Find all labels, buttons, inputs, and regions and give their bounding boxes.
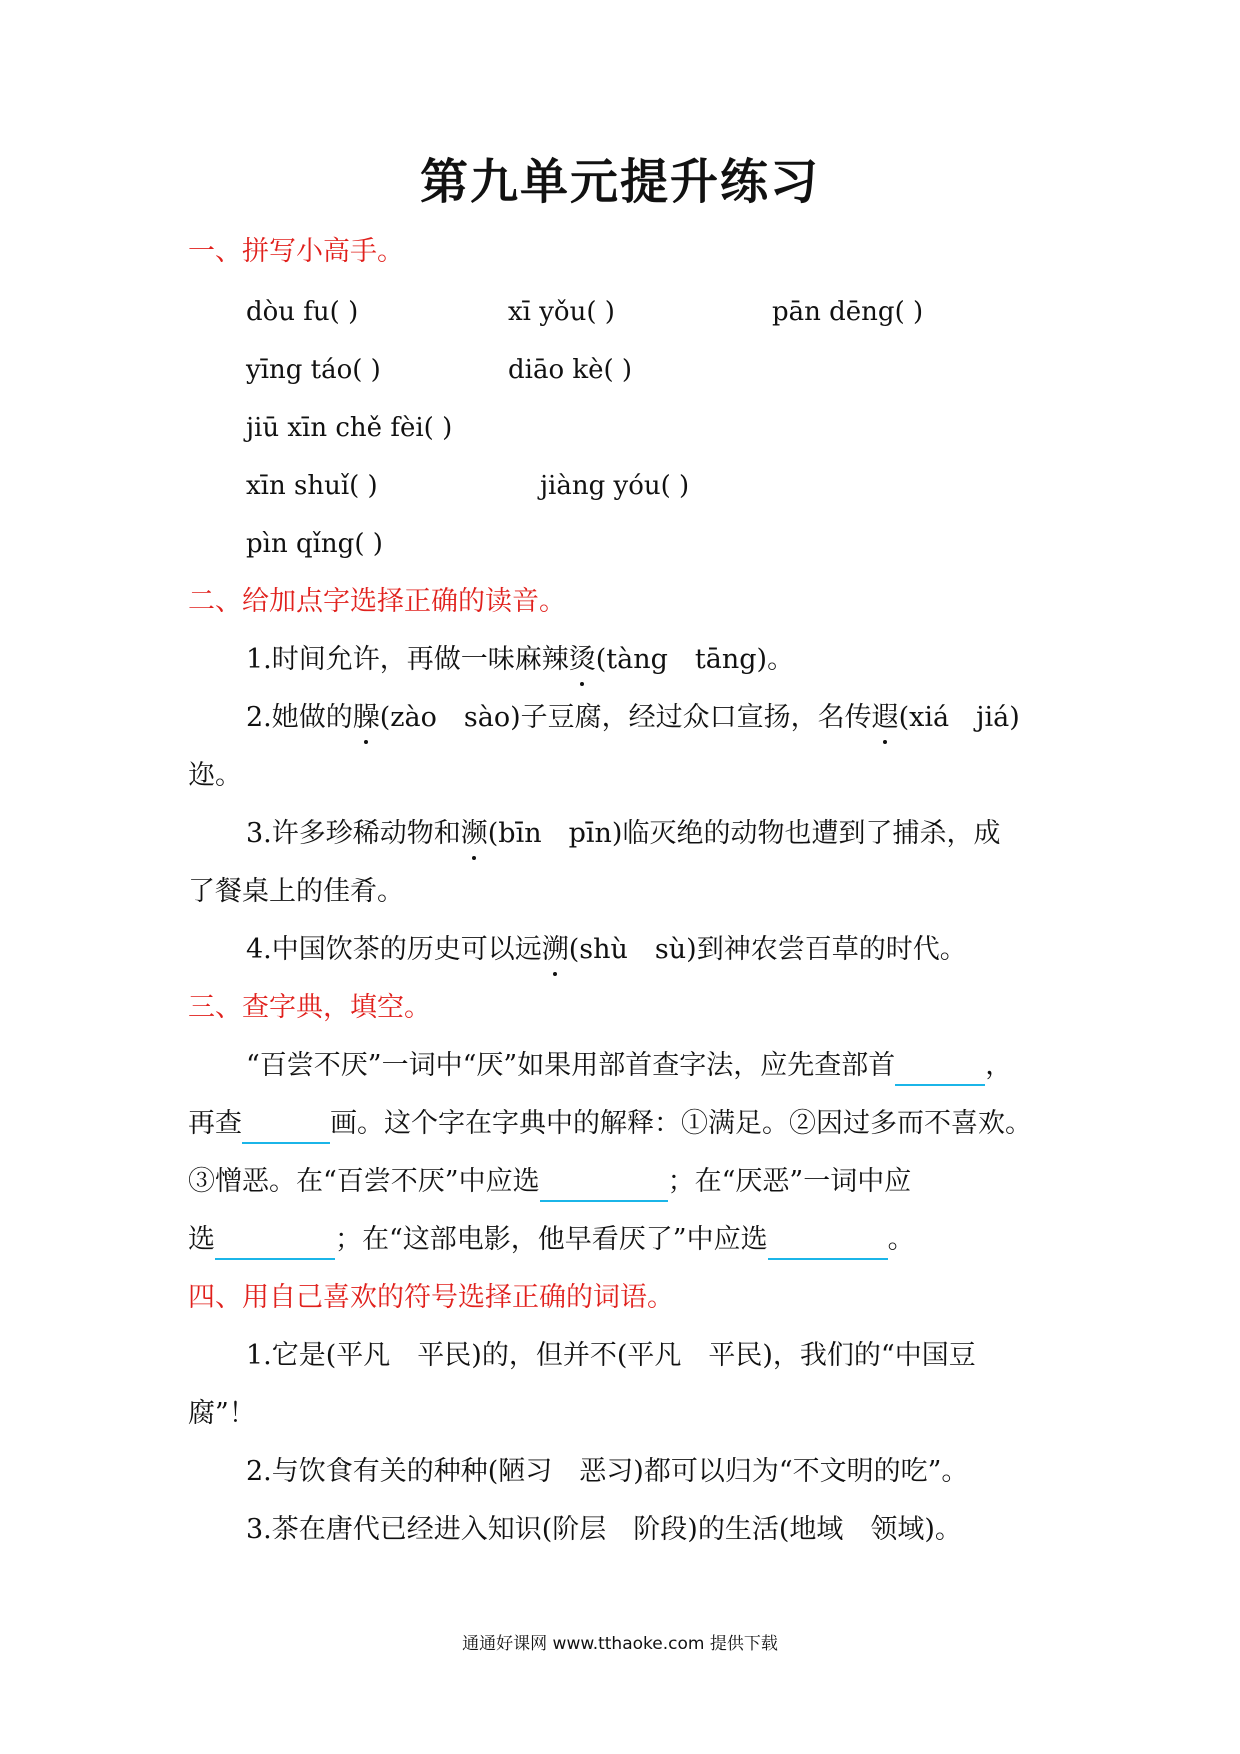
question-text-continued: 迩。 (188, 760, 242, 791)
question-text-continued: 了餐桌上的佳肴。 (188, 876, 404, 907)
paragraph-text: 再查 (188, 1108, 242, 1139)
paragraph-text: ， (985, 1050, 1013, 1081)
question-text: (xiá jiá) (898, 702, 1020, 733)
paragraph-text: 。 (887, 1224, 915, 1255)
question-text: (tàng tāng)。 (595, 644, 795, 675)
pinyin-item: pān dēng( ) (772, 297, 924, 327)
question-item (246, 930, 967, 970)
question-item: 3.茶在唐代已经进入知识(阶层 阶段)的生活(地域 领域)。 (246, 1514, 962, 1545)
page-title: 第九单元提升练习 (419, 154, 820, 210)
question-text: 2.她做的 (246, 702, 353, 733)
paragraph-text: ；在“这部电影，他早看厌了”中应选 (335, 1224, 768, 1255)
fill-blank[interactable] (242, 1112, 330, 1144)
section-heading-1: 一、拼写小高手。 (188, 236, 404, 267)
pinyin-item: yīng táo( ) (246, 355, 381, 385)
section-heading-4: 四、用自己喜欢的符号选择正确的词语。 (188, 1282, 674, 1313)
pinyin-item: xīn shuǐ( ) (246, 471, 378, 501)
paragraph-text: “百尝不厌”一词中“厌”如果用部首查字法，应先查部首 (246, 1050, 896, 1081)
fill-blank[interactable] (768, 1228, 888, 1260)
question-text: 3.许多珍稀动物和 (246, 818, 461, 849)
paragraph-text: 画。这个字在字典中的解释：①满足。②因过多而不喜欢。 (330, 1108, 1032, 1139)
fill-blank[interactable] (540, 1170, 668, 1202)
paragraph-text: ；在“厌恶”一词中应 (667, 1166, 912, 1197)
footer-credit: 通通好课网 www.tthaoke.com 提供下载 (462, 1634, 778, 1654)
paragraph-text: ③憎恶。在“百尝不厌”中应选 (188, 1166, 540, 1197)
pinyin-item: xī yǒu( ) (508, 297, 615, 327)
dotted-char: 溯 (542, 930, 569, 970)
pinyin-item: dòu fu( ) (246, 297, 359, 327)
question-item: 1.它是(平凡 平民)的，但并不(平凡 平民)，我们的“中国豆 (246, 1340, 976, 1371)
fill-blank[interactable] (215, 1228, 335, 1260)
paragraph-line (246, 1046, 1012, 1086)
question-text-continued: 腐”！ (188, 1398, 256, 1429)
question-item (246, 640, 794, 680)
pinyin-item: jiū xīn chě fèi( ) (246, 413, 453, 443)
question-text: (bīn pīn)临灭绝的动物也遭到了捕杀，成 (487, 818, 1001, 849)
section-heading-2: 二、给加点字选择正确的读音。 (188, 586, 566, 617)
paragraph-text: 选 (188, 1224, 215, 1255)
question-item (246, 698, 1020, 738)
fill-blank[interactable] (895, 1054, 985, 1086)
pinyin-item: diāo kè( ) (508, 355, 633, 385)
paragraph-line (188, 1162, 911, 1202)
question-item: 2.与饮食有关的种种(陋习 恶习)都可以归为“不文明的吃”。 (246, 1456, 969, 1487)
pinyin-item: jiàng yóu( ) (540, 471, 690, 501)
question-text: 1.时间允许，再做一味麻辣 (246, 644, 569, 675)
paragraph-line (188, 1104, 1032, 1144)
dotted-char: 濒 (461, 814, 488, 854)
pinyin-item: pìn qǐng( ) (246, 529, 383, 559)
question-item (246, 814, 1000, 854)
question-text: (shù sù)到神农尝百草的时代。 (568, 934, 967, 965)
question-text: 4.中国饮茶的历史可以远 (246, 934, 542, 965)
dotted-char: 臊 (353, 698, 380, 738)
section-heading-3: 三、查字典，填空。 (188, 992, 431, 1023)
question-text: (zào sào)子豆腐，经过众口宣扬，名传 (379, 702, 872, 733)
paragraph-line (188, 1220, 915, 1260)
dotted-char: 遐 (872, 698, 899, 738)
dotted-char: 烫 (569, 640, 596, 680)
